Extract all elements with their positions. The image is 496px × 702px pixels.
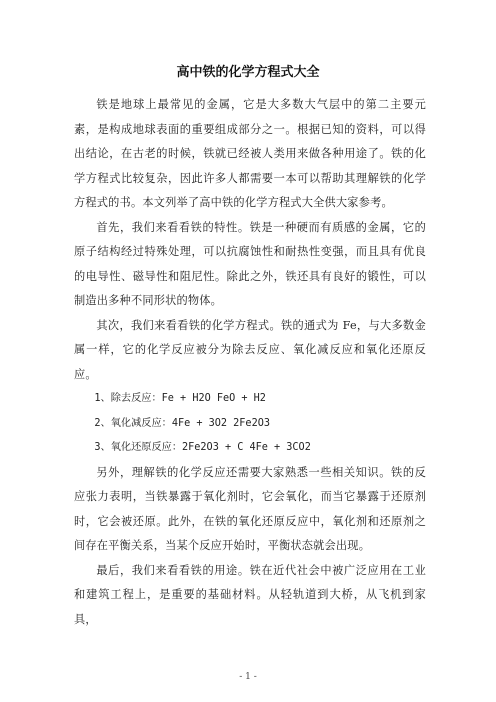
page-number: - 1 -: [239, 672, 257, 682]
equation-removal-reaction: 1、除去反应：Fe + H2O FeO + H2: [94, 393, 266, 404]
paragraph-related-knowledge: 另外，理解铁的化学反应还需要大家熟悉一些相关知识。铁的反应张力表明，当铁暴露于氧化剂时，它会氧化，而当它暴露于还原剂时，它会被还原。此外，在铁的氧化还原反应中，氧化剂和还原剂之间存在平衡关系，当某个反应开始时，平衡状态就会出现。: [74, 465, 426, 552]
equation-oxidation-reduction-1: 2、氧化减反应：4Fe + 3O2 2Fe2O3: [94, 417, 270, 429]
paragraph-intro: 铁是地球上最常见的金属，它是大多数大气层中的第二主要元素，是构成地球表面的重要组成部分之一。根据已知的资料，可以得出结论，在古老的时候，铁就已经被人类用来做各种用途了。铁的化学方程式比较复杂，因此许多人都需要一本可以帮助其理解铁的化学方程式的书。本文列举了高中铁的化学方程式大全供大家参考。: [74, 98, 426, 209]
document-body: [74, 93, 426, 632]
paragraph-uses: 最后，我们来看看铁的用途。铁在近代社会中被广泛应用在工业和建筑工程上，是重要的基础材料。从轻轨道到大桥，从飞机到家具，: [74, 563, 426, 626]
document-title: 高中铁的化学方程式大全: [176, 65, 320, 80]
paragraph-properties: 首先，我们来看看铁的特性。铁是一种硬而有质感的金属，它的原子结构经过特殊处理，可以抗腐蚀性和耐热性变强，而且具有优良的电导性、磁导性和阻尼性。除此之外，铁还具有良好的锻性，可以制造出多种不同形状的物体。: [74, 220, 426, 307]
equation-redox-reaction: 3、氧化还原反应：2Fe2O3 + C 4Fe + 3CO2: [94, 442, 311, 453]
paragraph-equations-intro: 其次，我们来看看铁的化学方程式。铁的通式为 Fe，与大多数金属一样，它的化学反应被分为除去反应、氧化减反应和氧化还原反应。: [74, 318, 426, 381]
